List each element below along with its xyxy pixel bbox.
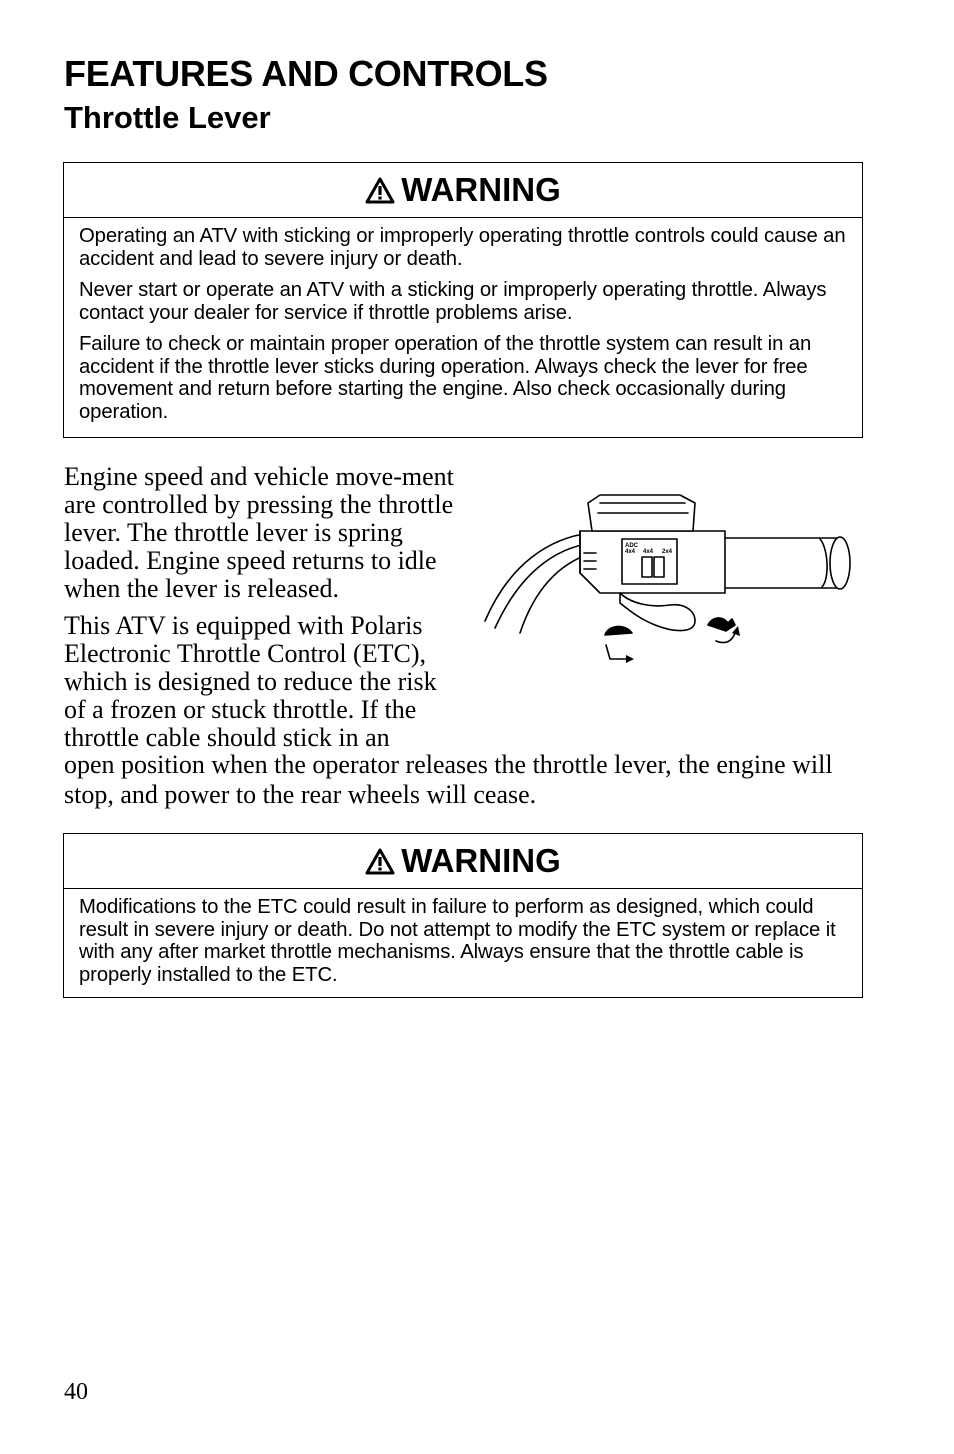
warning-paragraph: Failure to check or maintain proper operation of the throttle system can result in an accident if the throttle lever sticks during operation. Always check the lever for free movement and return before starting the engine. Also check occasionally during operation. [79, 333, 812, 423]
warning-paragraph: Never start or operate an ATV with a sticking or improperly operating throttle. Always contact your dealer for service if throttle problems arise. [79, 279, 827, 324]
warning-box-throttle [63, 162, 863, 438]
body-paragraph-etc: This ATV is equipped with Polaris Electronic Throttle Control (ETC), which is designed to reduce the risk of a frozen or stuck throttle. If the throttle cable should stick in an [64, 611, 437, 752]
switch-label-2x4: 2x4 [662, 549, 673, 555]
warning-triangle-icon [365, 177, 395, 204]
switch-label-4x4-mid: 4x4 [643, 549, 654, 555]
warning-body [64, 218, 862, 423]
warning-header [64, 163, 862, 218]
warning-heading: WARNING [401, 171, 561, 208]
warning-box-etc [63, 833, 863, 998]
switch-label-adc: ADC [625, 543, 638, 549]
warning-header [64, 834, 862, 889]
section-title: FEATURES AND CONTROLS [64, 53, 548, 94]
subsection-title: Throttle Lever [64, 100, 271, 135]
warning-heading: WARNING [401, 842, 561, 879]
throttle-lever-illustration [480, 493, 860, 673]
body-paragraph-etc-continued: open position when the operator releases the throttle lever, the engine will stop, and power to the rear wheels will cease. [64, 750, 833, 809]
warning-body [64, 889, 862, 986]
switch-label-4x4-left: 4x4 [625, 549, 636, 555]
warning-triangle-icon [365, 848, 395, 875]
warning-paragraph: Operating an ATV with sticking or improperly operating throttle controls could cause an accident and lead to severe injury or death. [79, 225, 846, 270]
page-number: 40 [64, 1379, 88, 1405]
warning-paragraph: Modifications to the ETC could result in failure to perform as designed, which could result in severe injury or death. Do not attempt to modify the ETC system or replace it with any after market throttle mechanisms. Always ensure that the throttle cable is properly installed to the ETC. [79, 896, 836, 986]
body-paragraph-throttle-intro: Engine speed and vehicle move-ment are controlled by pressing the throttle lever. The throttle lever is spring loaded. Engine speed returns to idle when the lever is released. [64, 462, 454, 603]
